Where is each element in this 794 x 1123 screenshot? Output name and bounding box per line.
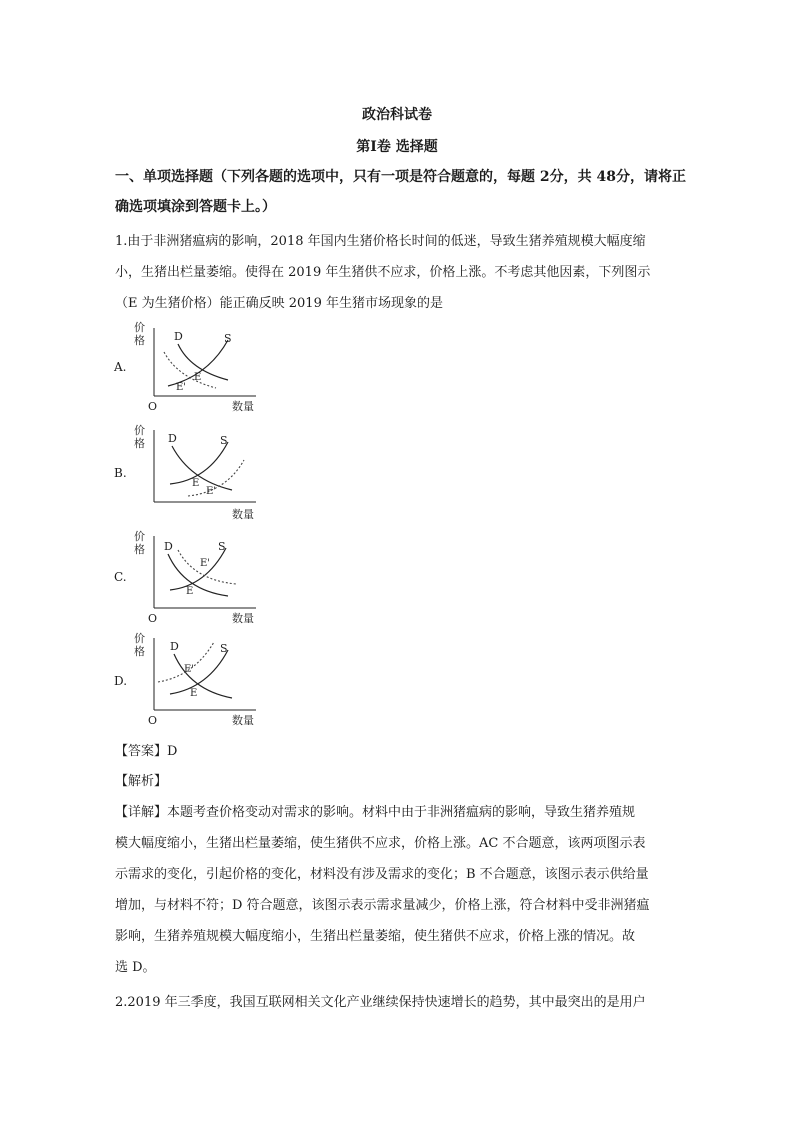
y-axis-label-bottom: 格 [134,543,145,556]
supply-label: S [218,540,226,553]
detail-line-5: 影响，生猪养殖规模大幅度缩小，生猪出栏量萎缩，使生猪供不应求，价格上涨的情况。故 [115,929,636,944]
option-c-label: C. [114,570,127,584]
detail-line-6: 选 D。 [115,960,156,975]
detail-line-2: 模大幅度缩小，生猪出栏量萎缩，使生猪供不应求，价格上涨。AC 不合题意，该两项图示表 [115,836,646,851]
page-title: 政治科试卷 [362,107,432,123]
analysis-heading: 【解析】 [115,774,168,789]
detail-line-4: 增加，与材料不符；D 符合题意，该图示表示需求量减少，价格上涨，符合材料中受非洲猪瘟 [115,898,650,913]
origin-label: O [148,714,158,727]
demand-curve [178,344,228,380]
question-1-line-1: 1.由于非洲猪瘟病的影响，2018 年国内生猪价格长时间的低迷，导致生猪养殖规模大幅度缩 [115,234,646,249]
origin-label: O [148,400,158,413]
y-axis-label-top: 价 [134,530,145,543]
new-equilibrium-label: E' [206,486,217,497]
y-axis-label-top: 价 [134,632,145,645]
supply-curve [170,548,226,590]
x-axis-label: 数量 [232,400,254,413]
section-heading-line1: 一、单项选择题（下列各题的选项中，只有一项是符合题意的，每题 2分，共 48分，请将正 [115,169,686,185]
equilibrium-label: E [186,586,194,597]
detail-line-1: 【详解】本题考查价格变动对需求的影响。材料中由于非洲猪瘟病的影响，导致生猪养殖规 [115,805,636,820]
equilibrium-label: E [190,688,198,699]
supply-label: S [220,642,228,655]
supply-label: S [224,332,232,345]
y-axis-label-bottom: 格 [134,437,145,450]
question-2-line-1: 2.2019 年三季度，我国互联网相关文化产业继续保持快速增长的趋势，其中最突出的是用户 [115,995,646,1010]
option-b-label: B. [114,466,127,480]
option-a-label: A. [114,360,127,374]
x-axis-label: 数量 [232,714,254,727]
demand-label: D [168,432,177,445]
y-axis-label-bottom: 格 [134,645,145,658]
option-a-graph [128,318,268,416]
y-axis-label-bottom: 格 [134,334,145,347]
y-axis-label-top: 价 [134,424,145,437]
demand-label: D [170,640,179,653]
option-d-label: D. [114,674,128,688]
demand-label: D [164,540,173,553]
option-c-graph [128,528,268,628]
detail-line-3: 示需求的变化，引起价格的变化，材料没有涉及需求的变化；B 不合题意，该图示表示供给量 [115,867,649,882]
equilibrium-label: E [192,478,200,489]
section-heading-line2: 确选项填涂到答题卡上。） [115,199,276,215]
new-equilibrium-label: E' [200,558,211,569]
origin-label: O [148,612,158,625]
x-axis-label: 数量 [232,612,254,625]
y-axis-label-top: 价 [134,321,145,334]
option-b-graph [128,422,268,522]
shifted-demand-curve [164,352,216,388]
section-subtitle: 第Ⅰ卷 选择题 [356,139,438,155]
question-1-line-2: 小，生猪出栏量萎缩。使得在 2019 年生猪供不应求，价格上涨。不考虑其他因素，下列图示 [115,265,651,280]
equilibrium-label: E [194,372,202,383]
supply-label: S [220,434,228,447]
demand-label: D [174,330,183,343]
answer-line: 【答案】D [115,744,178,759]
new-equilibrium-label: E' [184,664,195,675]
new-equilibrium-label: E' [176,382,187,393]
shifted-supply-curve [158,642,214,682]
x-axis-label: 数量 [232,508,254,521]
supply-curve [170,650,228,694]
question-1-line-3: （E 为生猪价格）能正确反映 2019 年生猪市场现象的是 [115,296,443,311]
option-d-graph [128,630,268,730]
